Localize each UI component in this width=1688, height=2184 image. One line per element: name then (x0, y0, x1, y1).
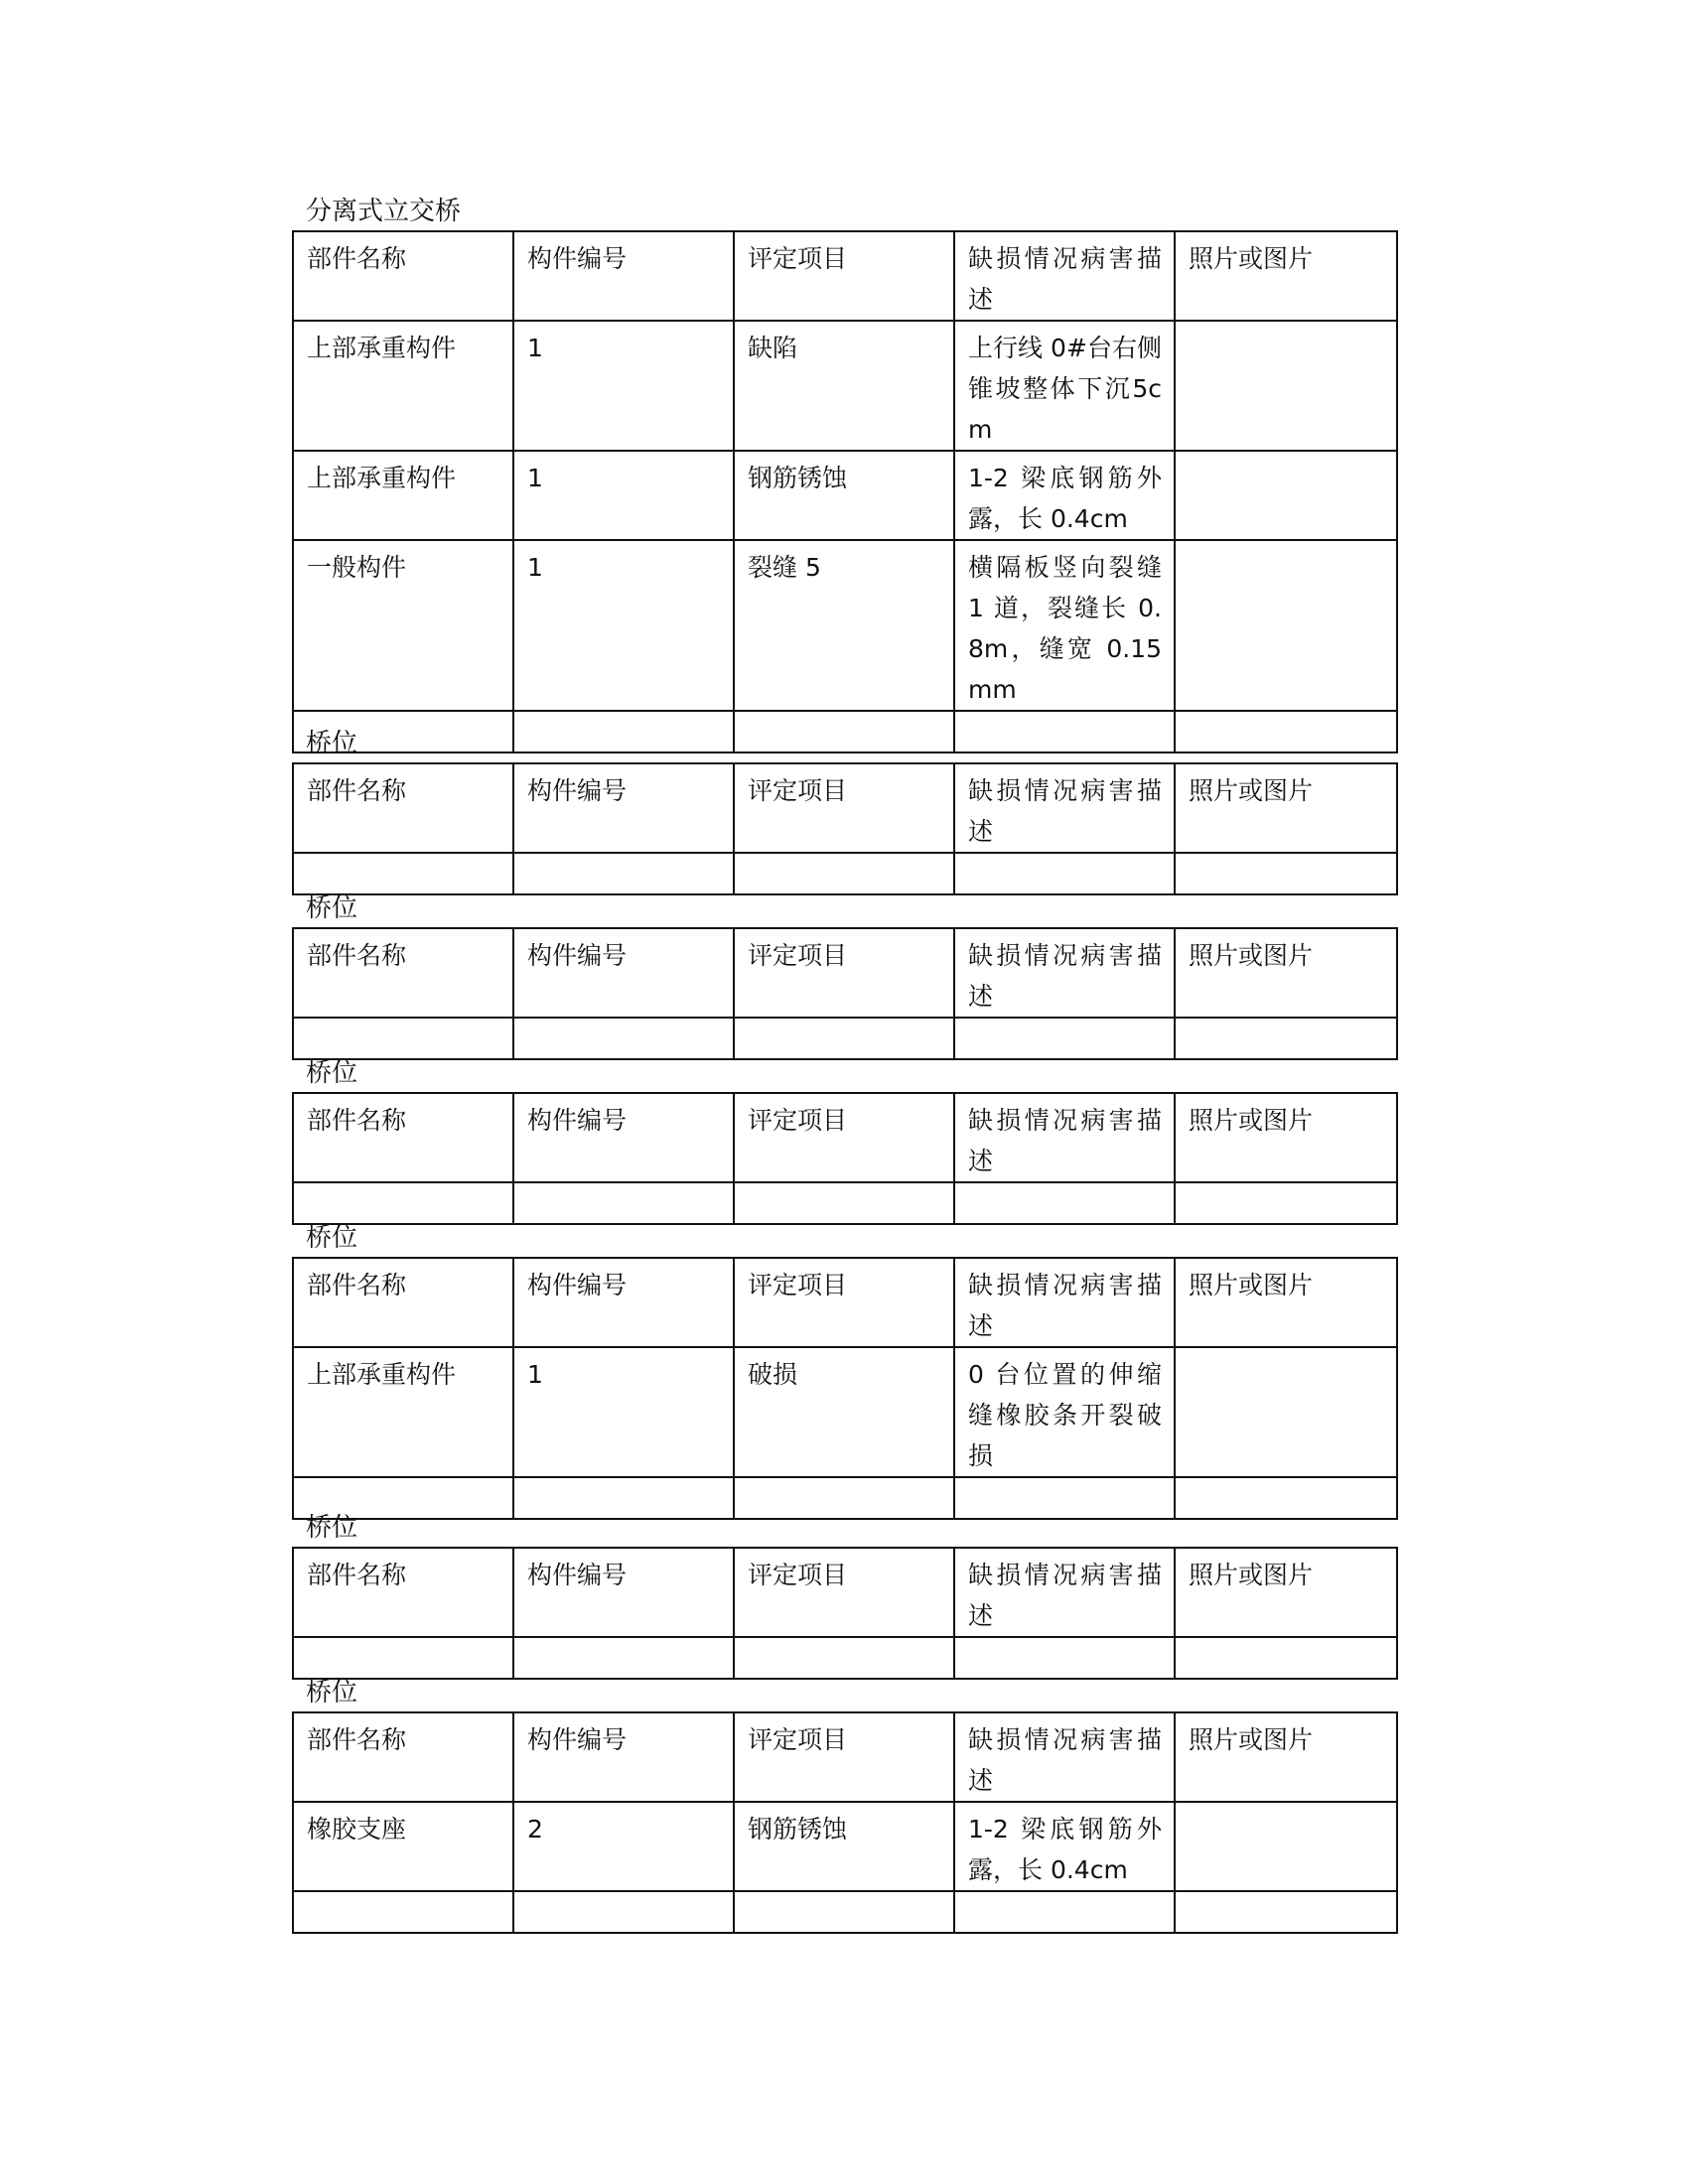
header-part-name-text: 部件名称 (307, 941, 407, 970)
row-defect-desc-cell (954, 1637, 1175, 1679)
section-title: 分离式立交桥 (306, 197, 462, 226)
header-photo-text: 照片或图片 (1189, 941, 1314, 970)
row-defect-desc-cell (954, 711, 1175, 752)
header-photo-cell (1175, 928, 1397, 1018)
header-member-no-cell (513, 1712, 734, 1802)
table-row (293, 711, 1397, 752)
row-member-no-cell (513, 1347, 734, 1477)
row-rating-item-cell (734, 1182, 954, 1224)
header-part-name-cell (293, 763, 513, 853)
header-rating-item-text: 评定项目 (748, 941, 848, 970)
row-photo-cell (1175, 321, 1397, 451)
header-part-name-cell (293, 1093, 513, 1182)
row-defect-desc-cell (954, 853, 1175, 894)
inspection-table (292, 927, 1398, 1060)
row-member-no-cell (513, 321, 734, 451)
row-rating-item-cell (734, 1018, 954, 1059)
inspection-table (292, 1711, 1398, 1934)
header-photo-text: 照片或图片 (1189, 1725, 1314, 1754)
row-photo-cell (1175, 1182, 1397, 1224)
inspection-table (292, 762, 1398, 895)
header-photo-cell (1175, 1548, 1397, 1637)
header-rating-item-cell (734, 1258, 954, 1347)
row-part-name-text: 橡胶支座 (307, 1815, 407, 1843)
row-member-no-cell (513, 1182, 734, 1224)
row-rating-item-text: 裂缝 5 (748, 553, 821, 582)
row-photo-cell (1175, 711, 1397, 752)
row-defect-desc-text: 0 台位置的伸缩缝橡胶条开裂破损 (968, 1360, 1162, 1470)
section-title: 桥位 (306, 729, 358, 758)
row-part-name-cell (293, 451, 513, 540)
inspection-table (292, 230, 1398, 753)
row-member-no-cell (513, 711, 734, 752)
row-member-no-cell (513, 1891, 734, 1933)
row-defect-desc-text: 横隔板竖向裂缝 1 道，裂缝长 0.8m，缝宽 0.15mm (968, 553, 1162, 704)
header-part-name-cell (293, 1712, 513, 1802)
header-member-no-cell (513, 1093, 734, 1182)
row-part-name-text: 上部承重构件 (307, 334, 457, 362)
row-member-no-cell (513, 1802, 734, 1891)
row-rating-item-text: 破损 (748, 1360, 798, 1389)
table-row (293, 1018, 1397, 1059)
row-photo-cell (1175, 1477, 1397, 1519)
header-photo-cell (1175, 763, 1397, 853)
row-defect-desc-text: 1-2 梁底钢筋外露，长 0.4cm (968, 1815, 1162, 1884)
row-defect-desc-cell (954, 1018, 1175, 1059)
header-member-no-text: 构件编号 (527, 1725, 628, 1754)
header-defect-desc-text: 缺损情况病害描述 (968, 941, 1162, 1011)
row-defect-desc-cell (954, 1347, 1175, 1477)
header-rating-item-text: 评定项目 (748, 1561, 848, 1589)
header-defect-desc-text: 缺损情况病害描述 (968, 1725, 1162, 1795)
row-member-no-text: 1 (527, 1360, 543, 1389)
header-rating-item-cell (734, 231, 954, 321)
header-photo-cell (1175, 1258, 1397, 1347)
header-photo-cell (1175, 231, 1397, 321)
header-member-no-text: 构件编号 (527, 776, 628, 805)
header-defect-desc-cell (954, 1093, 1175, 1182)
row-part-name-cell (293, 1182, 513, 1224)
header-part-name-cell (293, 231, 513, 321)
header-part-name-text: 部件名称 (307, 244, 407, 273)
header-member-no-cell (513, 1258, 734, 1347)
row-part-name-cell (293, 853, 513, 894)
row-rating-item-text: 缺陷 (748, 334, 798, 362)
header-defect-desc-cell (954, 1548, 1175, 1637)
header-part-name-text: 部件名称 (307, 1106, 407, 1135)
row-part-name-cell (293, 1347, 513, 1477)
table-row (293, 1637, 1397, 1679)
table-header-row (293, 1093, 1397, 1182)
header-member-no-cell (513, 763, 734, 853)
row-defect-desc-cell (954, 1802, 1175, 1891)
row-rating-item-cell (734, 321, 954, 451)
header-part-name-text: 部件名称 (307, 776, 407, 805)
inspection-table (292, 1257, 1398, 1520)
row-member-no-cell (513, 1477, 734, 1519)
header-rating-item-text: 评定项目 (748, 244, 848, 273)
header-defect-desc-cell (954, 928, 1175, 1018)
row-rating-item-text: 钢筋锈蚀 (748, 464, 848, 492)
inspection-table (292, 1547, 1398, 1680)
header-rating-item-text: 评定项目 (748, 1725, 848, 1754)
header-member-no-text: 构件编号 (527, 1271, 628, 1299)
header-rating-item-cell (734, 928, 954, 1018)
row-member-no-cell (513, 853, 734, 894)
row-member-no-cell (513, 540, 734, 711)
table-header-row (293, 928, 1397, 1018)
row-member-no-text: 1 (527, 334, 543, 362)
row-part-name-text: 上部承重构件 (307, 464, 457, 492)
table-row (293, 451, 1397, 540)
row-defect-desc-cell (954, 1477, 1175, 1519)
header-defect-desc-text: 缺损情况病害描述 (968, 244, 1162, 314)
row-rating-item-cell (734, 711, 954, 752)
header-defect-desc-text: 缺损情况病害描述 (968, 1561, 1162, 1630)
row-part-name-cell (293, 1891, 513, 1933)
header-defect-desc-text: 缺损情况病害描述 (968, 1271, 1162, 1340)
row-photo-cell (1175, 1018, 1397, 1059)
row-rating-item-cell (734, 451, 954, 540)
row-rating-item-cell (734, 1637, 954, 1679)
row-photo-cell (1175, 1802, 1397, 1891)
header-photo-text: 照片或图片 (1189, 1106, 1314, 1135)
row-defect-desc-text: 上行线 0#台右侧锥坡整体下沉5cm (968, 334, 1162, 444)
row-part-name-text: 一般构件 (307, 553, 407, 582)
table-row (293, 1477, 1397, 1519)
row-rating-item-cell (734, 540, 954, 711)
header-member-no-text: 构件编号 (527, 1561, 628, 1589)
table-header-row (293, 1258, 1397, 1347)
table-row (293, 1802, 1397, 1891)
header-defect-desc-cell (954, 231, 1175, 321)
row-rating-item-cell (734, 1347, 954, 1477)
header-photo-text: 照片或图片 (1189, 244, 1314, 273)
header-rating-item-cell (734, 763, 954, 853)
table-header-row (293, 1548, 1397, 1637)
header-part-name-text: 部件名称 (307, 1561, 407, 1589)
row-member-no-text: 1 (527, 553, 543, 582)
header-part-name-text: 部件名称 (307, 1725, 407, 1754)
inspection-table (292, 1092, 1398, 1225)
header-member-no-text: 构件编号 (527, 941, 628, 970)
row-photo-cell (1175, 1637, 1397, 1679)
table-row (293, 853, 1397, 894)
table-row (293, 1347, 1397, 1477)
row-member-no-cell (513, 1018, 734, 1059)
row-defect-desc-text: 1-2 梁底钢筋外露，长 0.4cm (968, 464, 1162, 533)
section-title: 桥位 (306, 893, 358, 923)
section-title: 桥位 (306, 1678, 358, 1707)
row-photo-cell (1175, 540, 1397, 711)
header-part-name-cell (293, 928, 513, 1018)
header-rating-item-cell (734, 1712, 954, 1802)
table-header-row (293, 1712, 1397, 1802)
header-defect-desc-text: 缺损情况病害描述 (968, 1106, 1162, 1175)
row-rating-item-cell (734, 1891, 954, 1933)
row-photo-cell (1175, 451, 1397, 540)
section-title: 桥位 (306, 1058, 358, 1088)
table-row (293, 321, 1397, 451)
section-title: 桥位 (306, 1223, 358, 1253)
row-rating-item-text: 钢筋锈蚀 (748, 1815, 848, 1843)
header-member-no-cell (513, 231, 734, 321)
header-member-no-text: 构件编号 (527, 244, 628, 273)
row-part-name-cell (293, 1018, 513, 1059)
table-row (293, 1891, 1397, 1933)
row-defect-desc-cell (954, 1891, 1175, 1933)
header-member-no-cell (513, 1548, 734, 1637)
header-rating-item-text: 评定项目 (748, 776, 848, 805)
row-part-name-cell (293, 1802, 513, 1891)
table-header-row (293, 763, 1397, 853)
row-part-name-cell (293, 1637, 513, 1679)
row-member-no-text: 1 (527, 464, 543, 492)
row-defect-desc-cell (954, 321, 1175, 451)
table-row (293, 540, 1397, 711)
row-part-name-cell (293, 321, 513, 451)
header-defect-desc-cell (954, 1258, 1175, 1347)
row-member-no-text: 2 (527, 1815, 543, 1843)
row-part-name-cell (293, 540, 513, 711)
header-rating-item-cell (734, 1548, 954, 1637)
header-rating-item-text: 评定项目 (748, 1271, 848, 1299)
table-header-row (293, 231, 1397, 321)
row-defect-desc-cell (954, 540, 1175, 711)
header-photo-text: 照片或图片 (1189, 1271, 1314, 1299)
row-photo-cell (1175, 1891, 1397, 1933)
header-photo-text: 照片或图片 (1189, 776, 1314, 805)
row-rating-item-cell (734, 1477, 954, 1519)
header-defect-desc-cell (954, 1712, 1175, 1802)
header-member-no-cell (513, 928, 734, 1018)
row-rating-item-cell (734, 853, 954, 894)
header-photo-text: 照片或图片 (1189, 1561, 1314, 1589)
header-part-name-text: 部件名称 (307, 1271, 407, 1299)
row-photo-cell (1175, 853, 1397, 894)
header-part-name-cell (293, 1258, 513, 1347)
header-defect-desc-text: 缺损情况病害描述 (968, 776, 1162, 846)
header-photo-cell (1175, 1093, 1397, 1182)
row-defect-desc-cell (954, 451, 1175, 540)
row-member-no-cell (513, 451, 734, 540)
header-part-name-cell (293, 1548, 513, 1637)
header-member-no-text: 构件编号 (527, 1106, 628, 1135)
header-rating-item-cell (734, 1093, 954, 1182)
row-part-name-text: 上部承重构件 (307, 1360, 457, 1389)
header-defect-desc-cell (954, 763, 1175, 853)
table-row (293, 1182, 1397, 1224)
header-rating-item-text: 评定项目 (748, 1106, 848, 1135)
row-defect-desc-cell (954, 1182, 1175, 1224)
header-photo-cell (1175, 1712, 1397, 1802)
row-member-no-cell (513, 1637, 734, 1679)
row-photo-cell (1175, 1347, 1397, 1477)
section-title: 桥位 (306, 1513, 358, 1543)
row-rating-item-cell (734, 1802, 954, 1891)
